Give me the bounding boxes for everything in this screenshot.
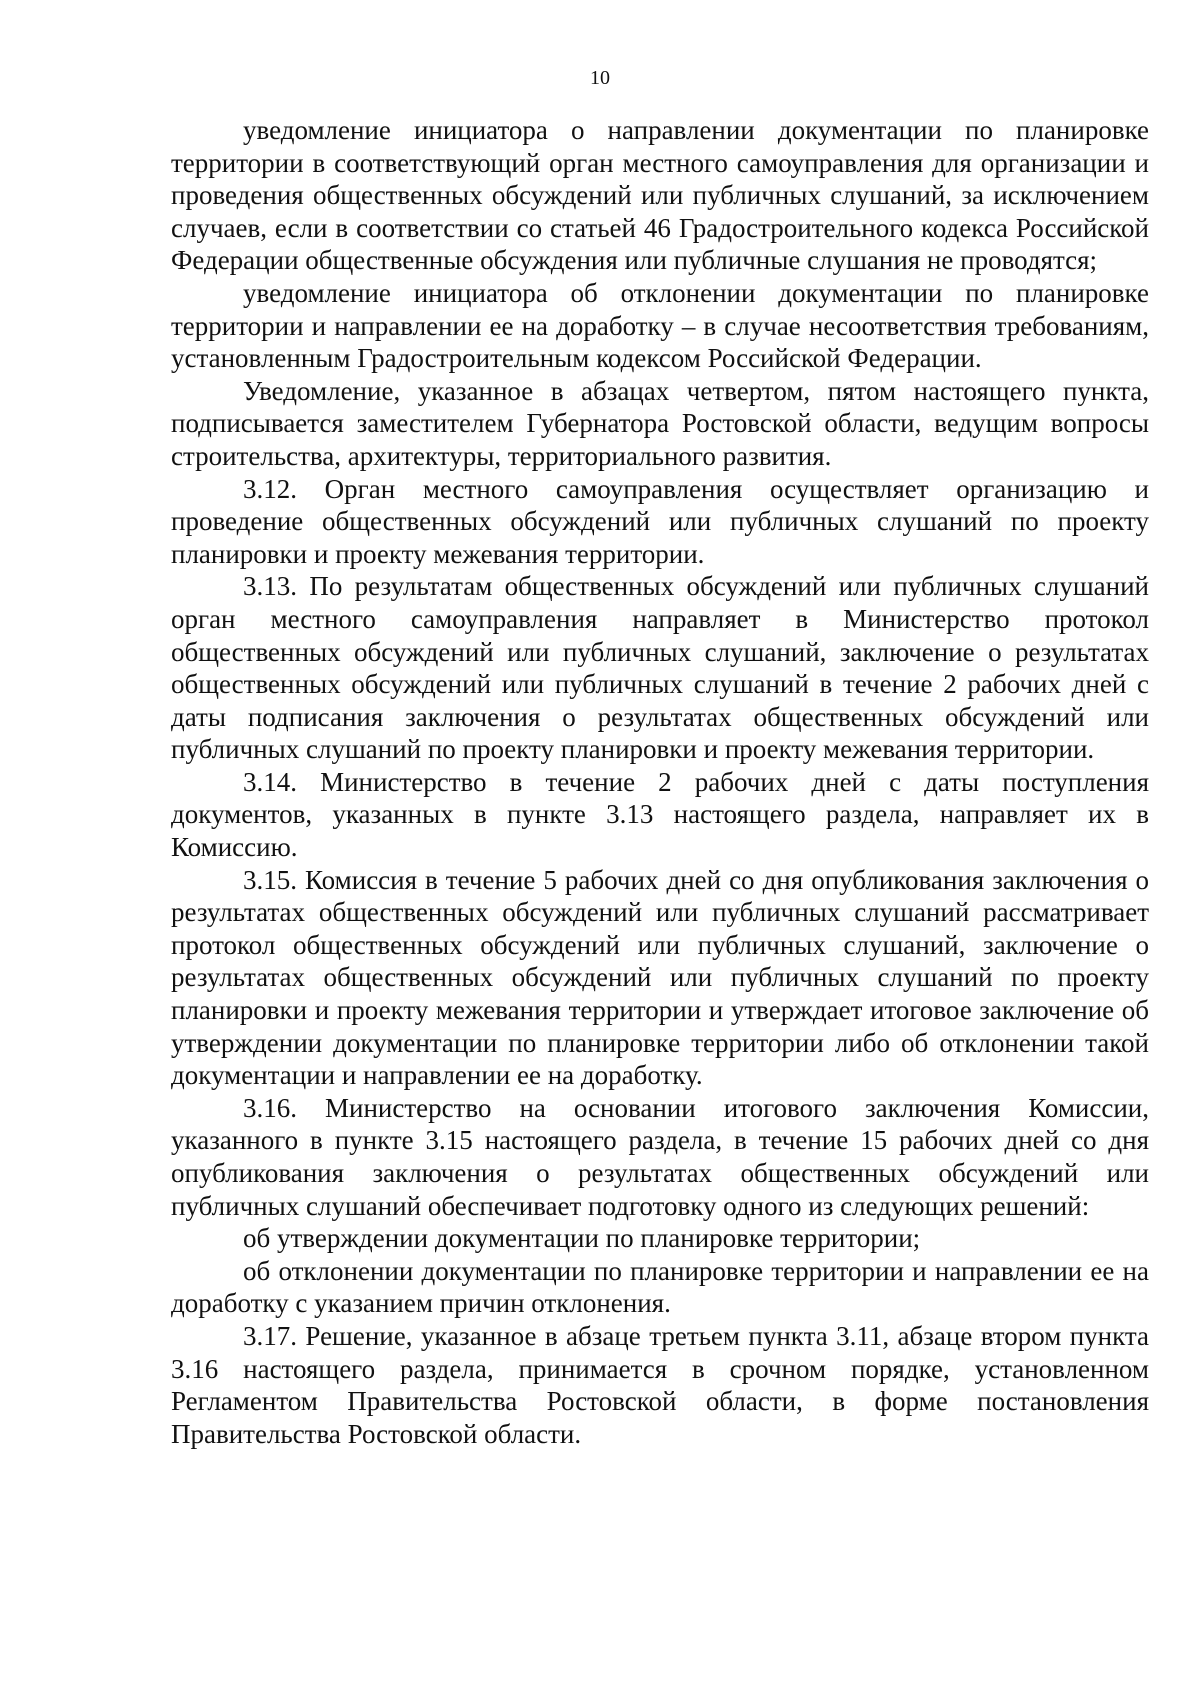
paragraph-3-14: 3.14. Министерство в течение 2 рабочих дней с даты поступления документов, указанных в пункте 3.13 настоящего раздела, направляет их в Комиссию.: [171, 766, 1149, 863]
paragraph-3-17: 3.17. Решение, указанное в абзаце третьем пункта 3.11, абзаце втором пункта 3.16 настоящего раздела, принимается в срочном порядке, установленном Регламентом Правительства Ростовской области, в форме постановления Правительства Ростовской области.: [171, 1320, 1149, 1449]
paragraph: об утверждении документации по планировке территории;: [243, 1223, 921, 1254]
paragraph-3-13: 3.13. По результатам общественных обсуждений или публичных слушаний орган местного самоуправления направляет в Министерство протокол общественных обсуждений или публичных слушаний, заключение о результатах общественных обсуждений или публичных слушаний в течение 2 рабочих дней с даты подписания заключения о результатах общественных обсуждений или публичных слушаний по проекту планировки и проекту межевания территории.: [171, 571, 1149, 765]
paragraph-3-12: 3.12. Орган местного самоуправления осуществляет организацию и проведение общественных обсуждений или публичных слушаний по проекту планировки и проекту межевания территории.: [171, 473, 1149, 569]
paragraph: уведомление инициатора о направлении документации по планировке территории в соответствующий орган местного самоуправления для организации и проведения общественных обсуждений или публичных слушаний, за исключением случаев, если в соответствии со статьей 46 Градостроительного кодекса Российской Федерации общественные обсуждения или публичные слушания не проводятся;: [171, 115, 1149, 276]
paragraph: Уведомление, указанное в абзацах четвертом, пятом настоящего пункта, подписывается заместителем Губернатора Ростовской области, ведущим вопросы строительства, архитектуры, территориального развития.: [171, 375, 1149, 471]
paragraph-3-16: 3.16. Министерство на основании итогового заключения Комиссии, указанного в пункте 3.15 настоящего раздела, в течение 15 рабочих дней со дня опубликования заключения о результатах общественных обсуждений или публичных слушаний обеспечивает подготовку одного из следующих решений:: [171, 1092, 1149, 1221]
paragraph: уведомление инициатора об отклонении документации по планировке территории и направлении ее на доработку – в случае несоответствия требованиям, установленным Градостроительным кодексом Российской Федерации.: [171, 277, 1149, 374]
paragraph-3-15: 3.15. Комиссия в течение 5 рабочих дней со дня опубликования заключения о результатах общественных обсуждений или публичных слушаний рассматривает протокол общественных обсуждений или публичных слушаний, заключение о результатах общественных обсуждений или публичных слушаний по проекту планировки и проекту межевания территории и утверждает итоговое заключение об утверждении документации по планировке территории либо об отклонении такой документации и направлении ее на доработку.: [171, 864, 1149, 1091]
page-number: 10: [590, 67, 610, 89]
document-body: [171, 114, 1149, 1450]
paragraph: об отклонении документации по планировке территории и направлении ее на доработку с указанием причин отклонения.: [171, 1255, 1149, 1319]
